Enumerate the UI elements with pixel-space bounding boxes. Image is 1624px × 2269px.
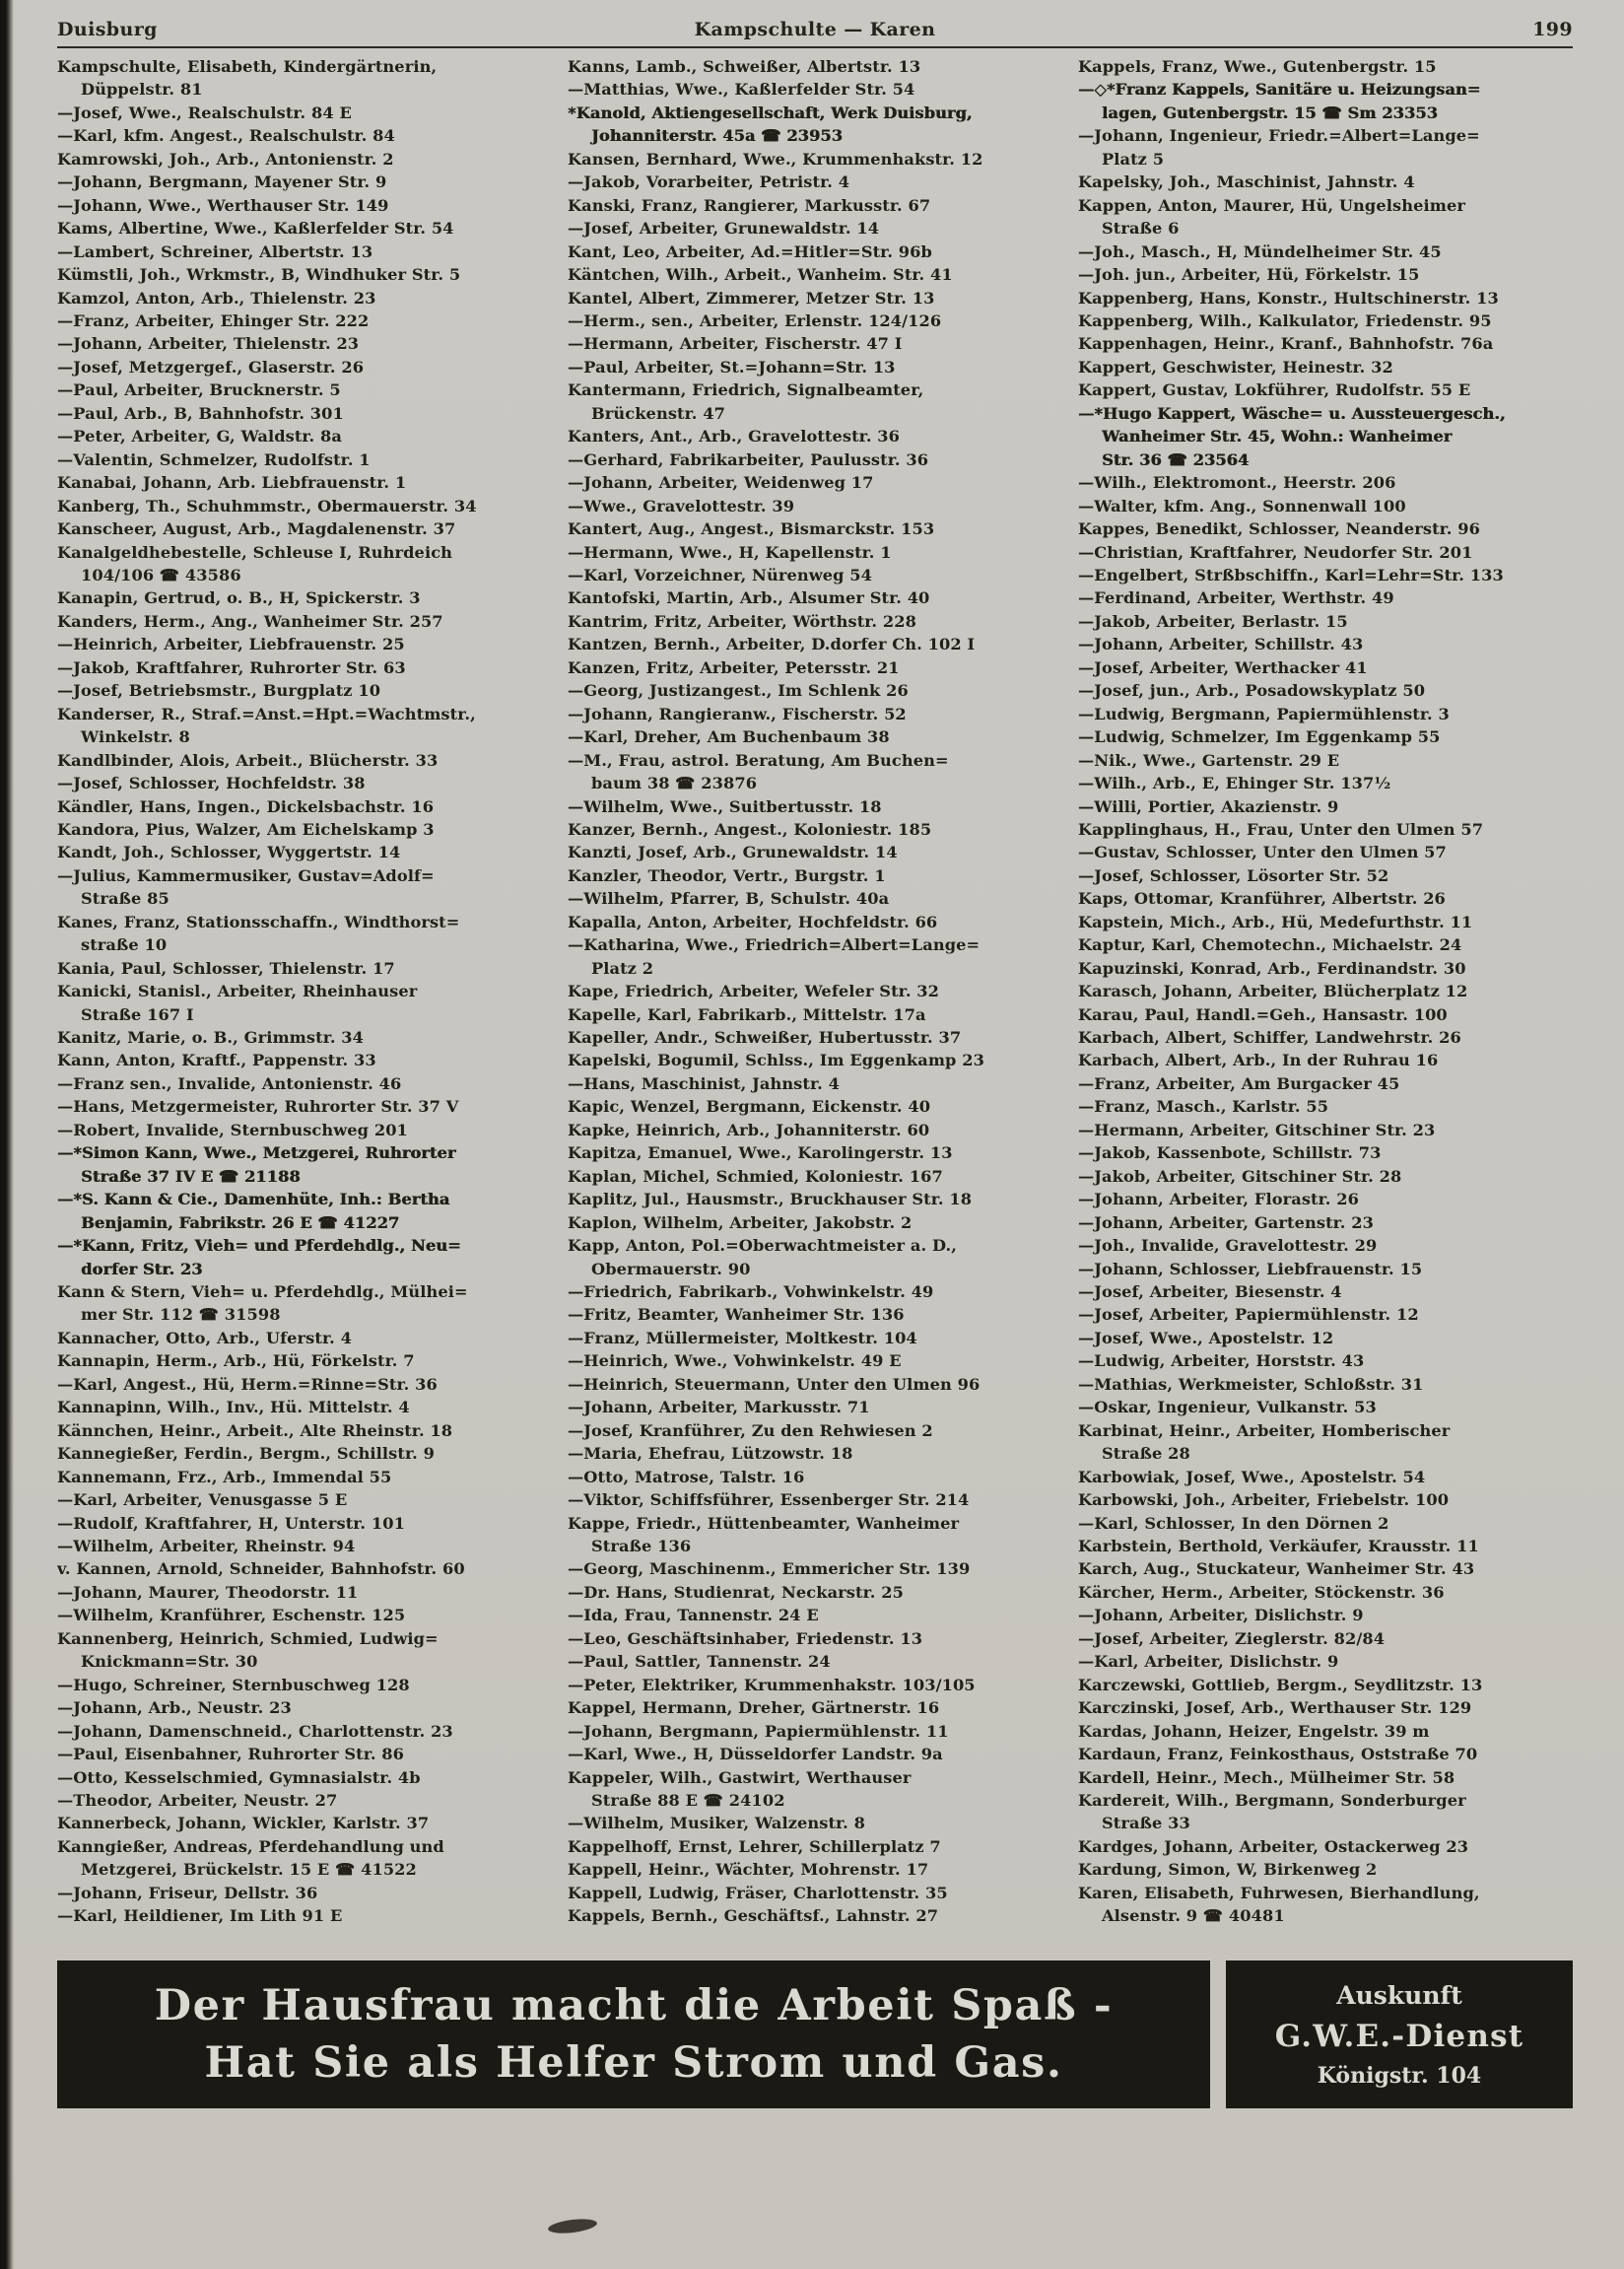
- directory-entry-line: Kapitza, Emanuel, Wwe., Karolingerstr. 13: [568, 1143, 953, 1163]
- directory-entry-line: Benjamin, Fabrikstr. 26 E ☎ 41227: [81, 1212, 400, 1232]
- directory-entry-line: Düppelstr. 81: [81, 80, 203, 100]
- advertisement-row: [57, 1960, 1573, 2108]
- directory-entry-line: Karbach, Albert, Schiffer, Landwehrstr. 26: [1078, 1028, 1461, 1048]
- directory-entry-line: —Joh. jun., Arbeiter, Hü, Förkelstr. 15: [1078, 265, 1420, 285]
- directory-entry-line: —Peter, Arbeiter, G, Waldstr. 8a: [57, 427, 342, 447]
- directory-entry-line: Kantermann, Friedrich, Signalbeamter,: [568, 380, 924, 400]
- directory-entry-line: baum 38 ☎ 23876: [591, 774, 758, 793]
- directory-entry-line: Obermauerstr. 90: [591, 1259, 751, 1278]
- directory-entry-line: —Dr. Hans, Studienrat, Neckarstr. 25: [568, 1582, 904, 1602]
- directory-entry-line: —Rudolf, Kraftfahrer, H, Unterstr. 101: [57, 1513, 405, 1533]
- directory-entry-line: Kappels, Franz, Wwe., Gutenbergstr. 15: [1078, 57, 1437, 76]
- directory-column-2: [568, 55, 1062, 1928]
- directory-entry-line: —*Simon Kann, Wwe., Metzgerei, Ruhrorter: [57, 1143, 456, 1163]
- directory-entry-line: —Heinrich, Arbeiter, Liebfrauenstr. 25: [57, 635, 405, 654]
- directory-entry-line: —Josef, Schlosser, Lösorter Str. 52: [1078, 865, 1389, 885]
- directory-entry-line: Wanheimer Str. 45, Wohn.: Wanheimer: [1102, 427, 1453, 447]
- directory-entry-line: Kärcher, Herm., Arbeiter, Stöckenstr. 36: [1078, 1582, 1445, 1602]
- directory-entry-line: —Johann, Bergmann, Papiermühlenstr. 11: [568, 1721, 949, 1741]
- directory-entry-line: Straße 33: [1102, 1814, 1190, 1833]
- directory-entry-line: v. Kannen, Arnold, Schneider, Bahnhofstr. 60: [57, 1559, 465, 1579]
- directory-entry-line: Kampschulte, Elisabeth, Kindergärtnerin,: [57, 57, 438, 76]
- directory-entry-line: Brückenstr. 47: [591, 403, 725, 423]
- directory-entry-line: —Franz, Arbeiter, Ehinger Str. 222: [57, 310, 370, 330]
- directory-entry-line: Straße 88 E ☎ 24102: [591, 1790, 785, 1810]
- directory-entry-line: Kandora, Pius, Walzer, Am Eichelskamp 3: [57, 819, 435, 839]
- directory-entry-line: —Christian, Kraftfahrer, Neudorfer Str. 201: [1078, 542, 1473, 562]
- directory-entry-line: Kamzol, Anton, Arb., Thielenstr. 23: [57, 288, 376, 308]
- directory-entry-line: —Hermann, Wwe., H, Kapellenstr. 1: [568, 542, 892, 562]
- directory-entry-line: —Franz, Müllermeister, Moltkestr. 104: [568, 1328, 917, 1347]
- directory-entry-line: —Josef, Schlosser, Hochfeldstr. 38: [57, 774, 366, 793]
- directory-entry-line: Kant, Leo, Arbeiter, Ad.=Hitler=Str. 96b: [568, 241, 932, 261]
- directory-entry-line: —Karl, Angest., Hü, Herm.=Rinne=Str. 36: [57, 1374, 438, 1394]
- directory-entry-line: —Wilhelm, Kranführer, Eschenstr. 125: [57, 1606, 406, 1625]
- directory-entry-line: —Josef, Arbeiter, Zieglerstr. 82/84: [1078, 1628, 1386, 1648]
- directory-entry-line: —Hermann, Arbeiter, Fischerstr. 47 I: [568, 334, 903, 354]
- scan-edge-shadow: [0, 0, 14, 2269]
- directory-entry-line: —Karl, kfm. Angest., Realschulstr. 84: [57, 126, 395, 146]
- directory-entry-line: —Karl, Dreher, Am Buchenbaum 38: [568, 727, 890, 747]
- directory-entry-line: —M., Frau, astrol. Beratung, Am Buchen=: [568, 750, 949, 770]
- directory-entry-line: —Johann, Bergmann, Mayener Str. 9: [57, 172, 387, 192]
- directory-entry-line: Kanns, Lamb., Schweißer, Albertstr. 13: [568, 57, 921, 76]
- directory-entry-line: Kandt, Joh., Schlosser, Wyggertstr. 14: [57, 843, 401, 862]
- directory-entry-line: —Viktor, Schiffsführer, Essenberger Str. 214: [568, 1490, 970, 1510]
- directory-entry-line: —Hugo, Schreiner, Sternbuschweg 128: [57, 1675, 410, 1694]
- directory-entry-line: Kapstein, Mich., Arb., Hü, Medefurthstr. 11: [1078, 912, 1473, 931]
- info-box: [1226, 1960, 1573, 2108]
- directory-entry-line: —Ludwig, Bergmann, Papiermühlenstr. 3: [1078, 704, 1450, 723]
- directory-entry-line: —Josef, Kranführer, Zu den Rehwiesen 2: [568, 1420, 933, 1440]
- directory-entry-line: Kanalgeldhebestelle, Schleuse I, Ruhrdeich: [57, 542, 453, 562]
- directory-entry-line: Kann, Anton, Kraftf., Pappenstr. 33: [57, 1051, 376, 1070]
- directory-entry-line: —Johann, Arbeiter, Weidenweg 17: [568, 473, 874, 493]
- directory-entry-line: —Josef, Arbeiter, Grunewaldstr. 14: [568, 219, 880, 239]
- directory-entry-line: —Gustav, Schlosser, Unter den Ulmen 57: [1078, 843, 1447, 862]
- directory-entry-line: Kappenhagen, Heinr., Kranf., Bahnhofstr. 76a: [1078, 334, 1494, 354]
- directory-entry-line: Alsenstr. 9 ☎ 40481: [1102, 1906, 1285, 1926]
- directory-entry-line: Kappen, Anton, Maurer, Hü, Ungelsheimer: [1078, 195, 1465, 215]
- directory-entry-line: Kapelski, Bogumil, Schlss., Im Eggenkamp 23: [568, 1051, 984, 1070]
- directory-entry-line: —Johann, Ingenieur, Friedr.=Albert=Lange=: [1078, 126, 1480, 146]
- directory-entry-line: Platz 2: [591, 958, 654, 978]
- directory-entry-line: —Wilh., Elektromont., Heerstr. 206: [1078, 473, 1396, 493]
- directory-entry-line: Kaplitz, Jul., Hausmstr., Bruckhauser Str. 18: [568, 1190, 973, 1209]
- directory-entry-line: —Friedrich, Fabrikarb., Vohwinkelstr. 49: [568, 1282, 934, 1302]
- directory-entry-line: Kändler, Hans, Ingen., Dickelsbachstr. 16: [57, 796, 435, 816]
- directory-columns: [57, 55, 1573, 1928]
- directory-entry-line: Kanitz, Marie, o. B., Grimmstr. 34: [57, 1028, 365, 1048]
- directory-entry-line: Kanters, Ant., Arb., Gravelottestr. 36: [568, 427, 901, 447]
- directory-entry-line: —Wwe., Gravelottestr. 39: [568, 496, 795, 516]
- directory-entry-line: —Valentin, Schmelzer, Rudolfstr. 1: [57, 449, 371, 469]
- directory-entry-line: —Ferdinand, Arbeiter, Werthstr. 49: [1078, 588, 1394, 608]
- info-box-name: G.W.E.-Dienst: [1274, 2018, 1524, 2054]
- directory-entry-line: Kannemann, Frz., Arb., Immendal 55: [57, 1467, 392, 1486]
- directory-entry-line: —Ludwig, Arbeiter, Horststr. 43: [1078, 1351, 1365, 1371]
- directory-entry-line: —Johann, Schlosser, Liebfrauenstr. 15: [1078, 1259, 1423, 1278]
- directory-entry-line: *Kanold, Aktiengesellschaft, Werk Duisburg,: [568, 103, 973, 122]
- directory-entry-line: —Georg, Maschinenm., Emmericher Str. 139: [568, 1559, 971, 1579]
- directory-entry-line: Kannenberg, Heinrich, Schmied, Ludwig=: [57, 1628, 439, 1648]
- directory-entry-line: —Johann, Arbeiter, Gartenstr. 23: [1078, 1212, 1374, 1232]
- directory-entry-line: —◇*Franz Kappels, Sanitäre u. Heizungsan=: [1078, 80, 1481, 100]
- directory-entry-line: —Jakob, Kraftfahrer, Ruhrorter Str. 63: [57, 657, 406, 677]
- directory-column-3: [1078, 55, 1573, 1928]
- directory-entry-line: Kanabai, Johann, Arb. Liebfrauenstr. 1: [57, 473, 407, 493]
- directory-entry-line: —Wilh., Arb., E, Ehinger Str. 137½: [1078, 774, 1391, 793]
- directory-entry-line: Kantofski, Martin, Arb., Alsumer Str. 40: [568, 588, 930, 608]
- directory-entry-line: —Nik., Wwe., Gartenstr. 29 E: [1078, 750, 1340, 770]
- directory-entry-line: Kardaun, Franz, Feinkosthaus, Oststraße 70: [1078, 1745, 1478, 1764]
- directory-entry-line: —Peter, Elektriker, Krummenhakstr. 103/105: [568, 1675, 976, 1694]
- directory-entry-line: Kanberg, Th., Schuhmmstr., Obermauerstr. 34: [57, 496, 477, 516]
- directory-entry-line: Kardereit, Wilh., Bergmann, Sonderburger: [1078, 1790, 1466, 1810]
- directory-entry-line: —Josef, jun., Arb., Posadowskyplatz 50: [1078, 681, 1426, 701]
- directory-entry-line: Kappert, Geschwister, Heinestr. 32: [1078, 357, 1393, 377]
- directory-entry-line: Kandlbinder, Alois, Arbeit., Blücherstr. 33: [57, 750, 439, 770]
- directory-entry-line: Kardas, Johann, Heizer, Engelstr. 39 m: [1078, 1721, 1430, 1741]
- directory-entry-line: —Josef, Arbeiter, Werthacker 41: [1078, 657, 1368, 677]
- directory-entry-line: Kümstli, Joh., Wrkmstr., B, Windhuker Str. 5: [57, 265, 461, 285]
- directory-entry-line: —Willi, Portier, Akazienstr. 9: [1078, 796, 1339, 816]
- directory-entry-line: Kappelhoff, Ernst, Lehrer, Schillerplatz 7: [568, 1836, 941, 1856]
- directory-entry-line: —Karl, Schlosser, In den Dörnen 2: [1078, 1513, 1389, 1533]
- ink-smudge-artifact: [547, 2217, 597, 2235]
- directory-entry-line: —Joh., Invalide, Gravelottestr. 29: [1078, 1236, 1378, 1256]
- directory-entry-line: —Robert, Invalide, Sternbuschweg 201: [57, 1120, 408, 1139]
- directory-entry-line: —Gerhard, Fabrikarbeiter, Paulusstr. 36: [568, 449, 929, 469]
- directory-entry-line: Kanski, Franz, Rangierer, Markusstr. 67: [568, 195, 931, 215]
- directory-entry-line: Kappeler, Wilh., Gastwirt, Werthauser: [568, 1767, 912, 1787]
- directory-entry-line: Kapelle, Karl, Fabrikarb., Mittelstr. 17a: [568, 1004, 926, 1024]
- directory-entry-line: —Johann, Damenschneid., Charlottenstr. 23: [57, 1721, 453, 1741]
- directory-entry-line: —Josef, Wwe., Realschulstr. 84 E: [57, 103, 352, 122]
- directory-entry-line: Kappenberg, Hans, Konstr., Hultschinerstr. 13: [1078, 288, 1499, 308]
- directory-entry-line: Kapeller, Andr., Schweißer, Hubertusstr. 37: [568, 1028, 962, 1048]
- directory-entry-line: —Otto, Matrose, Talstr. 16: [568, 1467, 805, 1486]
- directory-entry-line: Platz 5: [1102, 149, 1165, 169]
- directory-entry-line: —Karl, Arbeiter, Dislichstr. 9: [1078, 1652, 1339, 1672]
- directory-entry-line: Kaplan, Michel, Schmied, Koloniestr. 167: [568, 1166, 943, 1186]
- directory-entry-line: Käntchen, Wilh., Arbeit., Wanheim. Str. 41: [568, 265, 953, 285]
- directory-entry-line: Straße 85: [81, 889, 169, 909]
- directory-entry-line: Kann & Stern, Vieh= u. Pferdehdlg., Mülhei=: [57, 1282, 468, 1302]
- directory-entry-line: Kanapin, Gertrud, o. B., H, Spickerstr. 3: [57, 588, 421, 608]
- directory-entry-line: —Johann, Arbeiter, Thielenstr. 23: [57, 334, 360, 354]
- directory-entry-line: —Mathias, Werkmeister, Schloßstr. 31: [1078, 1374, 1424, 1394]
- directory-entry-line: —Wilhelm, Pfarrer, B, Schulstr. 40a: [568, 889, 890, 909]
- directory-entry-line: Kape, Friedrich, Arbeiter, Wefeler Str. 32: [568, 982, 940, 1001]
- directory-entry-line: —Paul, Arb., B, Bahnhofstr. 301: [57, 403, 344, 423]
- directory-entry-line: Kantzen, Bernh., Arbeiter, D.dorfer Ch. 102 I: [568, 635, 976, 654]
- directory-entry-line: Kanderser, R., Straf.=Anst.=Hpt.=Wachtmstr.,: [57, 704, 476, 723]
- directory-entry-line: Karch, Aug., Stuckateur, Wanheimer Str. 43: [1078, 1559, 1475, 1579]
- directory-entry-line: mer Str. 112 ☎ 31598: [81, 1305, 281, 1325]
- directory-entry-line: Winkelstr. 8: [81, 727, 190, 747]
- directory-entry-line: Kannacher, Otto, Arb., Uferstr. 4: [57, 1328, 352, 1347]
- directory-entry-line: —Paul, Arbeiter, St.=Johann=Str. 13: [568, 357, 896, 377]
- directory-entry-line: Kappel, Hermann, Dreher, Gärtnerstr. 16: [568, 1698, 940, 1718]
- directory-entry-line: —Josef, Metzgergef., Glaserstr. 26: [57, 357, 365, 377]
- directory-entry-line: —Johann, Arbeiter, Markusstr. 71: [568, 1398, 870, 1417]
- directory-entry-line: —Johann, Arbeiter, Schillstr. 43: [1078, 635, 1364, 654]
- directory-entry-line: —Jakob, Arbeiter, Berlastr. 15: [1078, 611, 1348, 631]
- directory-entry-line: —Lambert, Schreiner, Albertstr. 13: [57, 241, 373, 261]
- header-page-number: 199: [1532, 19, 1573, 40]
- directory-entry-line: —Paul, Eisenbahner, Ruhrorter Str. 86: [57, 1745, 405, 1764]
- directory-entry-line: Karen, Elisabeth, Fuhrwesen, Bierhandlung,: [1078, 1883, 1480, 1902]
- directory-entry-line: Kanzti, Josef, Arb., Grunewaldstr. 14: [568, 843, 898, 862]
- directory-entry-line: —Wilhelm, Arbeiter, Rheinstr. 94: [57, 1537, 356, 1555]
- directory-entry-line: Karbach, Albert, Arb., In der Ruhrau 16: [1078, 1051, 1439, 1070]
- directory-entry-line: —Hans, Maschinist, Jahnstr. 4: [568, 1073, 840, 1093]
- directory-entry-line: Kappell, Ludwig, Fräser, Charlottenstr. 35: [568, 1883, 948, 1902]
- directory-entry-line: Kapuzinski, Konrad, Arb., Ferdinandstr. 30: [1078, 958, 1466, 978]
- directory-entry-line: —Johann, Arbeiter, Dislichstr. 9: [1078, 1606, 1364, 1625]
- directory-entry-line: —Johann, Rangieranw., Fischerstr. 52: [568, 704, 907, 723]
- directory-entry-line: Karbstein, Berthold, Verkäufer, Krausstr. 11: [1078, 1537, 1479, 1555]
- ad-slogan-line-1: Der Hausfrau macht die Arbeit Spaß -: [154, 1981, 1114, 2030]
- directory-entry-line: —Josef, Wwe., Apostelstr. 12: [1078, 1328, 1334, 1347]
- directory-entry-line: —Leo, Geschäftsinhaber, Friedenstr. 13: [568, 1628, 923, 1648]
- directory-entry-line: —*Kann, Fritz, Vieh= und Pferdehdlg., Neu=: [57, 1236, 461, 1256]
- directory-entry-line: —Karl, Heildiener, Im Lith 91 E: [57, 1906, 343, 1926]
- directory-entry-line: —Karl, Arbeiter, Venusgasse 5 E: [57, 1490, 348, 1510]
- directory-column-1: [57, 55, 552, 1928]
- directory-entry-line: Karbowiak, Josef, Wwe., Apostelstr. 54: [1078, 1467, 1426, 1486]
- directory-entry-line: —Jakob, Vorarbeiter, Petristr. 4: [568, 172, 850, 192]
- directory-entry-line: Johanniterstr. 45a ☎ 23953: [591, 126, 843, 146]
- directory-entry-line: —Ludwig, Schmelzer, Im Eggenkamp 55: [1078, 727, 1441, 747]
- directory-entry-line: Karasch, Johann, Arbeiter, Blücherplatz 12: [1078, 982, 1468, 1001]
- directory-entry-line: —Josef, Arbeiter, Biesenstr. 4: [1078, 1282, 1342, 1302]
- directory-entry-line: Kapic, Wenzel, Bergmann, Eickenstr. 40: [568, 1097, 931, 1117]
- directory-entry-line: —Engelbert, Strßbschiffn., Karl=Lehr=Str. 133: [1078, 565, 1504, 584]
- directory-entry-line: Knickmann=Str. 30: [81, 1652, 258, 1672]
- directory-entry-line: Karczinski, Josef, Arb., Werthauser Str. 129: [1078, 1698, 1472, 1718]
- directory-entry-line: Kaplon, Wilhelm, Arbeiter, Jakobstr. 2: [568, 1212, 913, 1232]
- directory-entry-line: Kappell, Heinr., Wächter, Mohrenstr. 17: [568, 1860, 929, 1880]
- directory-entry-line: —Theodor, Arbeiter, Neustr. 27: [57, 1790, 338, 1810]
- directory-entry-line: Kantrim, Fritz, Arbeiter, Wörthstr. 228: [568, 611, 916, 631]
- directory-entry-line: lagen, Gutenbergstr. 15 ☎ Sm 23353: [1102, 103, 1438, 122]
- directory-entry-line: Kardges, Johann, Arbeiter, Ostackerweg 23: [1078, 1836, 1469, 1856]
- directory-entry-line: —Wilhelm, Wwe., Suitbertusstr. 18: [568, 796, 882, 816]
- directory-entry-line: —Paul, Sattler, Tannenstr. 24: [568, 1652, 831, 1672]
- directory-entry-line: —Katharina, Wwe., Friedrich=Albert=Lange=: [568, 935, 981, 955]
- directory-entry-line: Kams, Albertine, Wwe., Kaßlerfelder Str. 54: [57, 219, 454, 239]
- directory-entry-line: —*S. Kann & Cie., Damenhüte, Inh.: Bertha: [57, 1190, 450, 1209]
- directory-entry-line: Kannerbeck, Johann, Wickler, Karlstr. 37: [57, 1814, 430, 1833]
- directory-entry-line: Kapalla, Anton, Arbeiter, Hochfeldstr. 66: [568, 912, 938, 931]
- directory-entry-line: Straße 37 IV E ☎ 21188: [81, 1166, 301, 1186]
- directory-entry-line: —Walter, kfm. Ang., Sonnenwall 100: [1078, 496, 1406, 516]
- directory-entry-line: Kantert, Aug., Angest., Bismarckstr. 153: [568, 519, 935, 539]
- directory-entry-line: —Oskar, Ingenieur, Vulkanstr. 53: [1078, 1398, 1377, 1417]
- directory-entry-line: —Matthias, Wwe., Kaßlerfelder Str. 54: [568, 80, 915, 100]
- directory-entry-line: —Jakob, Kassenbote, Schillstr. 73: [1078, 1143, 1382, 1163]
- directory-entry-line: Kappenberg, Wilh., Kalkulator, Friedenstr. 95: [1078, 310, 1492, 330]
- directory-entry-line: Kanzer, Bernh., Angest., Koloniestr. 185: [568, 819, 932, 839]
- directory-entry-line: Straße 6: [1102, 219, 1180, 239]
- directory-entry-line: —Hermann, Arbeiter, Gitschiner Str. 23: [1078, 1120, 1436, 1139]
- directory-entry-line: Kanzen, Fritz, Arbeiter, Petersstr. 21: [568, 657, 900, 677]
- directory-entry-line: Kantel, Albert, Zimmerer, Metzer Str. 13: [568, 288, 935, 308]
- directory-entry-line: —Franz, Arbeiter, Am Burgacker 45: [1078, 1073, 1400, 1093]
- directory-entry-line: —Herm., sen., Arbeiter, Erlenstr. 124/126: [568, 310, 942, 330]
- directory-entry-line: —Otto, Kesselschmied, Gymnasialstr. 4b: [57, 1767, 421, 1787]
- directory-entry-line: Kappes, Benedikt, Schlosser, Neanderstr. 96: [1078, 519, 1480, 539]
- header-place: Duisburg: [57, 19, 158, 40]
- directory-entry-line: dorfer Str. 23: [81, 1259, 203, 1278]
- directory-entry-line: Str. 36 ☎ 23564: [1102, 449, 1250, 469]
- directory-entry-line: —Johann, Arb., Neustr. 23: [57, 1698, 292, 1718]
- directory-entry-line: Kanders, Herm., Ang., Wanheimer Str. 257: [57, 611, 443, 631]
- directory-entry-line: Kanicki, Stanisl., Arbeiter, Rheinhauser: [57, 982, 418, 1001]
- info-box-title: Auskunft: [1336, 1980, 1462, 2010]
- directory-entry-line: Kannegießer, Ferdin., Bergm., Schillstr. 9: [57, 1444, 435, 1464]
- gwe-advertisement-banner: [57, 1960, 1210, 2108]
- directory-entry-line: —Franz sen., Invalide, Antonienstr. 46: [57, 1073, 402, 1093]
- directory-entry-line: —Ida, Frau, Tannenstr. 24 E: [568, 1606, 819, 1625]
- directory-entry-line: —Fritz, Beamter, Wanheimer Str. 136: [568, 1305, 905, 1325]
- directory-entry-line: Kardell, Heinr., Mech., Mülheimer Str. 58: [1078, 1767, 1455, 1787]
- directory-entry-line: —Johann, Wwe., Werthauser Str. 149: [57, 195, 389, 215]
- directory-entry-line: Kania, Paul, Schlosser, Thielenstr. 17: [57, 958, 395, 978]
- directory-entry-line: straße 10: [81, 935, 168, 955]
- directory-entry-line: Kanes, Franz, Stationsschaffn., Windthorst=: [57, 912, 460, 931]
- directory-entry-line: Kannapinn, Wilh., Inv., Hü. Mittelstr. 4: [57, 1398, 410, 1417]
- directory-entry-line: Kapke, Heinrich, Arb., Johanniterstr. 60: [568, 1120, 930, 1139]
- directory-entry-line: —Hans, Metzgermeister, Ruhrorter Str. 37 V: [57, 1097, 459, 1117]
- directory-entry-line: Karczewski, Gottlieb, Bergm., Seydlitzstr. 13: [1078, 1675, 1483, 1694]
- directory-entry-line: 104/106 ☎ 43586: [81, 565, 241, 584]
- directory-entry-line: —Heinrich, Steuermann, Unter den Ulmen 96: [568, 1374, 981, 1394]
- directory-entry-line: Straße 167 I: [81, 1004, 194, 1024]
- directory-entry-line: Kännchen, Heinr., Arbeit., Alte Rheinstr. 18: [57, 1420, 453, 1440]
- directory-entry-line: Karbinat, Heinr., Arbeiter, Homberischer: [1078, 1420, 1451, 1440]
- directory-entry-line: Kapplinghaus, H., Frau, Unter den Ulmen 57: [1078, 819, 1484, 839]
- directory-entry-line: Straße 28: [1102, 1444, 1190, 1464]
- directory-entry-line: —Georg, Justizangest., Im Schlenk 26: [568, 681, 909, 701]
- directory-entry-line: —Johann, Friseur, Dellstr. 36: [57, 1883, 318, 1902]
- directory-entry-line: —Johann, Maurer, Theodorstr. 11: [57, 1582, 359, 1602]
- directory-entry-line: —Joh., Masch., H, Mündelheimer Str. 45: [1078, 241, 1442, 261]
- directory-entry-line: Kappert, Gustav, Lokführer, Rudolfstr. 55 E: [1078, 380, 1471, 400]
- directory-entry-line: Kapelsky, Joh., Maschinist, Jahnstr. 4: [1078, 172, 1415, 192]
- directory-entry-line: —Franz, Masch., Karlstr. 55: [1078, 1097, 1329, 1117]
- directory-entry-line: —Josef, Arbeiter, Papiermühlenstr. 12: [1078, 1305, 1419, 1325]
- directory-entry-line: —Karl, Wwe., H, Düsseldorfer Landstr. 9a: [568, 1745, 943, 1764]
- directory-entry-line: Kaps, Ottomar, Kranführer, Albertstr. 26: [1078, 889, 1446, 909]
- directory-entry-line: Karau, Paul, Handl.=Geh., Hansastr. 100: [1078, 1004, 1448, 1024]
- directory-entry-line: —Karl, Vorzeichner, Nürenweg 54: [568, 565, 873, 584]
- directory-entry-line: Kanzler, Theodor, Vertr., Burgstr. 1: [568, 865, 886, 885]
- directory-entry-line: Kappels, Bernh., Geschäftsf., Lahnstr. 27: [568, 1906, 939, 1926]
- directory-entry-line: Kansen, Bernhard, Wwe., Krummenhakstr. 12: [568, 149, 983, 169]
- directory-entry-line: Kanscheer, August, Arb., Magdalenenstr. 37: [57, 519, 456, 539]
- directory-entry-line: Kaptur, Karl, Chemotechn., Michaelstr. 24: [1078, 935, 1462, 955]
- directory-entry-line: Kannapin, Herm., Arb., Hü, Förkelstr. 7: [57, 1351, 415, 1371]
- directory-entry-line: —Jakob, Arbeiter, Gitschiner Str. 28: [1078, 1166, 1402, 1186]
- header-rule: [57, 46, 1573, 48]
- directory-entry-line: —Johann, Arbeiter, Florastr. 26: [1078, 1190, 1359, 1209]
- directory-entry-line: Metzgerei, Brückelstr. 15 E ☎ 41522: [81, 1860, 417, 1880]
- ad-slogan-line-2: Hat Sie als Helfer Strom und Gas.: [204, 2038, 1063, 2088]
- directory-entry-line: Kardung, Simon, W, Birkenweg 2: [1078, 1860, 1378, 1880]
- directory-entry-line: —Heinrich, Wwe., Vohwinkelstr. 49 E: [568, 1351, 902, 1371]
- directory-entry-line: —Josef, Betriebsmstr., Burgplatz 10: [57, 681, 381, 701]
- directory-entry-line: Kappe, Friedr., Hüttenbeamter, Wanheimer: [568, 1513, 960, 1533]
- directory-entry-line: Kamrowski, Joh., Arb., Antonienstr. 2: [57, 149, 394, 169]
- directory-entry-line: —*Hugo Kappert, Wäsche= u. Aussteuergesch.,: [1078, 403, 1506, 423]
- directory-entry-line: —Paul, Arbeiter, Brucknerstr. 5: [57, 380, 341, 400]
- header-name-range: Kampschulte — Karen: [694, 19, 936, 40]
- directory-entry-line: —Wilhelm, Musiker, Walzenstr. 8: [568, 1814, 866, 1833]
- directory-entry-line: —Julius, Kammermusiker, Gustav=Adolf=: [57, 865, 435, 885]
- page-header: [57, 19, 1573, 40]
- info-box-address: Königstr. 104: [1317, 2062, 1482, 2089]
- directory-entry-line: Kanngießer, Andreas, Pferdehandlung und: [57, 1836, 444, 1856]
- directory-entry-line: Straße 136: [591, 1537, 692, 1555]
- directory-entry-line: Karbowski, Joh., Arbeiter, Friebelstr. 100: [1078, 1490, 1450, 1510]
- directory-entry-line: Kapp, Anton, Pol.=Oberwachtmeister a. D.,: [568, 1236, 957, 1256]
- directory-entry-line: —Maria, Ehefrau, Lützowstr. 18: [568, 1444, 853, 1464]
